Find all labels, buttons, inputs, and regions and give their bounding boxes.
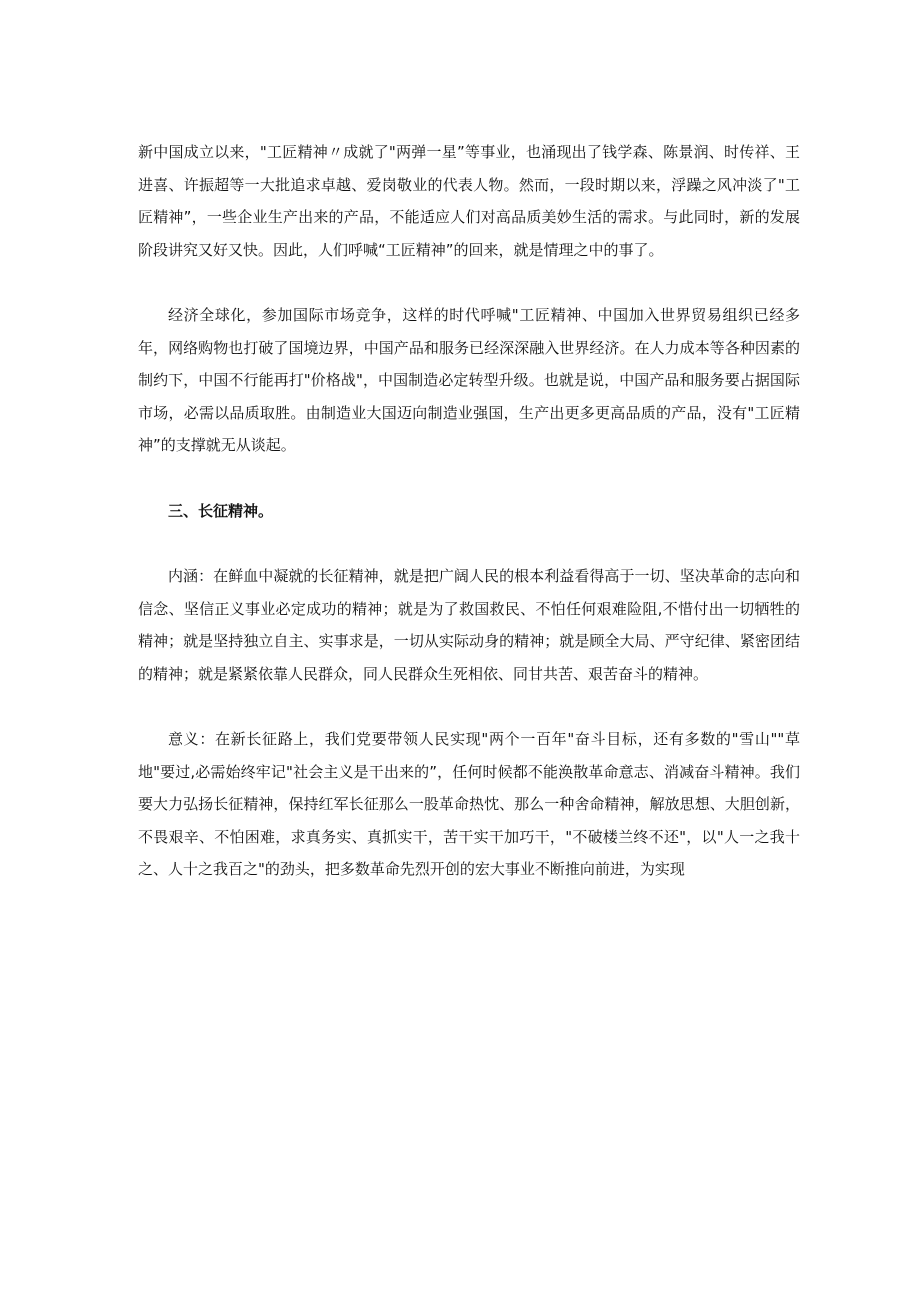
paragraph-connotation: 内涵：在鲜血中凝就的长征精神，就是把广阔人民的根本利益看得高于一切、坚决革命的志向和信念、坚信正义事业必定成功的精神；就是为了救国救民、不怕任何艰难险阻,不惜付出一切牺牲的精神；就是坚持独立自主、实事求是，一切从实际动身的精神；就是顾全大局、严守纪律、紧密团结的精神；就是紧紧依靠人民群众，同人民群众生死相依、同甘共苦、艰苦奋斗的精神。: [138, 567, 800, 683]
paragraph-significance: 意义：在新长征路上，我们党要带领人民实现"两个一百年"奋斗目标，还有多数的"雪山""草地"要过,必需始终牢记"社会主义是干出来的”，任何时候都不能涣散革命意志、消减奋斗精神。我们要大力弘扬长征精神，保持红军长征那么一股革命热忱、那么一种舍命精神，解放思想、大胆创新，不畏艰辛、不怕困难，求真务实、真抓实干，苦干实干加巧干，"不破楼兰终不还"，以"人一之我十之、人十之我百之"的劲头，把多数革命先烈开创的宏大事业不断推向前进，为实现: [138, 730, 800, 878]
paragraph-globalization: 经济全球化，参加国际市场竞争，这样的时代呼喊"工匠精神、中国加入世界贸易组织已经多年，网络购物也打破了国境边界，中国产品和服务已经深深融入世界经济。在人力成本等各种因素的制约下，中国不行能再打"价格战"，中国制造必定转型升级。也就是说，中国产品和服务要占据国际市场，必需以品质取胜。由制造业大国迈向制造业强国，生产出更多更高品质的产品，没有"工匠精神”的支撑就无从谈起。: [138, 306, 800, 454]
paragraph-craftsman-history: 新中国成立以来，"工匠精神〃成就了"两弹一星”等事业，也涌现出了钱学森、陈景润、时传祥、王进喜、许振超等一大批追求卓越、爱岗敬业的代表人物。然而，一段时期以来，浮躁之风冲淡了"工匠精神”，一些企业生产出来的产品，不能适应人们对高品质美妙生活的需求。与此同时，新的发展阶段讲究又好又快。因此，人们呼喊“工匠精神”的回来，就是情理之中的事了。: [138, 143, 800, 259]
document-body: [138, 136, 800, 886]
section-heading-long-march: 三、长征精神。: [168, 501, 274, 520]
